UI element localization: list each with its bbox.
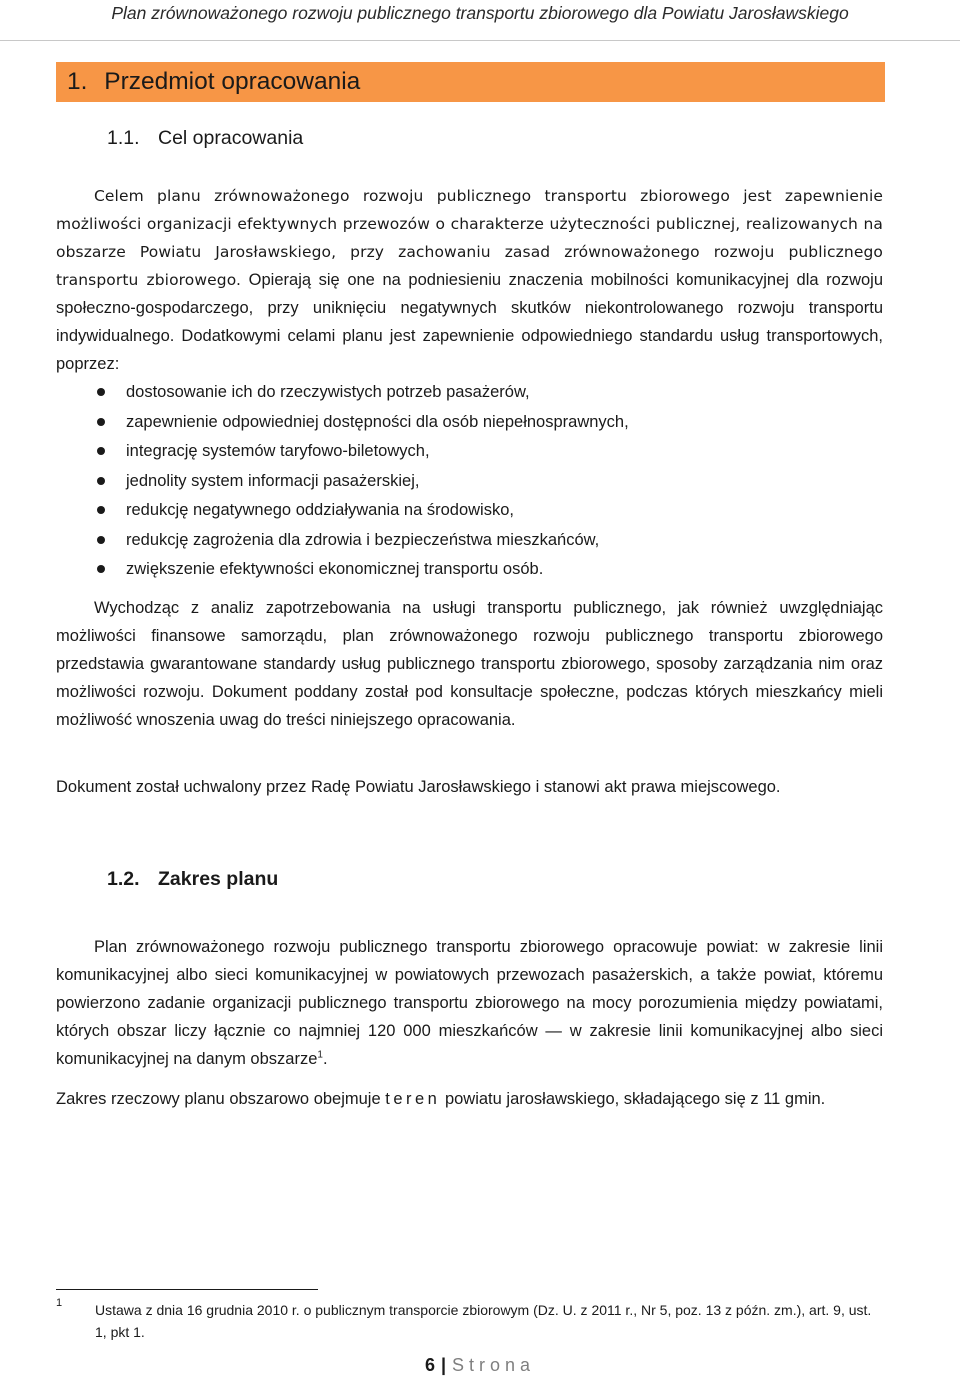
footnote-number: 1 [56,1297,63,1309]
chapter-heading [56,62,885,102]
list-item [56,496,883,526]
bullet-icon [97,506,105,514]
list-item-text: integrację systemów taryfowo-biletowych, [126,442,430,460]
list-item-text: dostosowanie ich do rzeczywistych potrzeb pasażerów, [126,383,530,401]
list-item [56,378,883,408]
list-item [56,467,883,497]
goal-paragraph-intro: Celem planu zrównoważonego rozwoju publicznego transportu zbiorowego jest zapewnienie możliwości organizacji efektywnych przewozów o charakterze użyteczności publicznej, realizowanych na obszarze Powiatu Jarosławskiego, przy zachowaniu zasad zrównoważonego rozwoju publicznego transportu zbiorowego. [56,187,883,289]
bullet-icon [97,418,105,426]
bullet-icon [97,565,105,573]
section-title: Zakres planu [158,868,279,890]
material-scope-end: powiatu jarosławskiego, składającego się z 11 gmin. [440,1090,826,1108]
section-number: 1.2. [107,868,140,890]
running-header: Plan zrównoważonego rozwoju publicznego transportu zbiorowego dla Powiatu Jarosławskiego [0,0,960,41]
bullet-icon [97,477,105,485]
footnote-separator [56,1289,318,1290]
section-title: Cel opracowania [158,127,304,149]
page-number: 6 [424,1355,435,1375]
section-number: 1.1. [107,127,140,149]
material-scope-start: Zakres rzeczowy planu obszarowo obejmuje [56,1090,386,1108]
chapter-number: 1. [67,68,88,95]
adoption-paragraph: Dokument został uchwalony przez Radę Powiatu Jarosławskiego i stanowi akt prawa miejscowego. [56,778,781,796]
bullet-icon [97,536,105,544]
scope-paragraph-end: . [322,1050,328,1068]
goals-bullet-list [56,378,883,585]
material-scope-spaced-word: teren [385,1090,441,1108]
section-heading-1-2 [107,866,278,892]
list-item-text: jednolity system informacji pasażerskiej, [126,471,420,490]
analysis-paragraph: Wychodząc z analiz zapotrzebowania na usługi transportu publicznego, jak również uwzględniając możliwości finansowe samorządu, plan zrównoważonego rozwoju publicznego transportu zbiorowego przedstawia gwarantowane standardy usług publicznego transportu zbiorowego, sposoby zarządzania nim oraz możliwości rozwoju. Dokument poddany został pod konsultacje społeczne, podczas których mieszkańcy mieli możliwość wnoszenia uwag do treści niniejszego opracowania. [56,599,883,729]
bullet-icon [97,447,105,455]
page-word: Strona [452,1355,536,1375]
list-item [56,555,883,585]
bullet-icon [97,388,105,396]
footnote-text: Ustawa z dnia 16 grudnia 2010 r. o publicznym transporcie zbiorowym (Dz. U. z 2011 r., Nr 5, poz. 13 z późn. zm.), art. 9, ust. 1, pkt 1. [95,1302,872,1340]
goal-paragraph-rest: Opierają się one na podniesieniu znaczenia mobilności komunikacyjnej dla rozwoju społeczno-gospodarczego, przy uniknięciu negatywnych skutków niekontrolowanego rozwoju transportu indywidualnego. Dodatkowymi celami planu jest zapewnienie odpowiedniego standardu usług transportowych, poprzez: [56,271,883,373]
section-heading-1-1 [107,125,303,151]
list-item-text: zwiększenie efektywności ekonomicznej transportu osób. [126,560,544,578]
goal-paragraph [56,182,883,378]
footnote-reference[interactable]: 1 [317,1049,323,1061]
material-scope-paragraph [56,1085,883,1113]
list-item [56,408,883,438]
scope-paragraph [56,933,883,1073]
list-item [56,437,883,467]
chapter-title: Przedmiot opracowania [104,68,361,95]
list-item-text: redukcję negatywnego oddziaływania na środowisko, [126,501,514,519]
list-item-text: zapewnienie odpowiedniej dostępności dla osób niepełnosprawnych, [126,412,629,431]
list-item [56,526,883,556]
footer-separator: | [440,1355,446,1375]
list-item-text: redukcję zagrożenia dla zdrowia i bezpieczeństwa mieszkańców, [126,530,600,549]
page-footer [0,1355,960,1376]
scope-paragraph-text: Plan zrównoważonego rozwoju publicznego transportu zbiorowego opracowuje powiat: w zakresie linii komunikacyjnej albo sieci komunikacyjnej w powiatowych przewozach pasażerskich, a także powiat, któremu powierzono zadanie organizacji publicznego transportu zbiorowego na mocy porozumienia między powiatami, których obszar liczy łącznie co najmniej 120 000 mieszkańców — w zakresie linii komunikacyjnej albo sieci komunikacyjnej na danym obszarze [56,938,883,1068]
